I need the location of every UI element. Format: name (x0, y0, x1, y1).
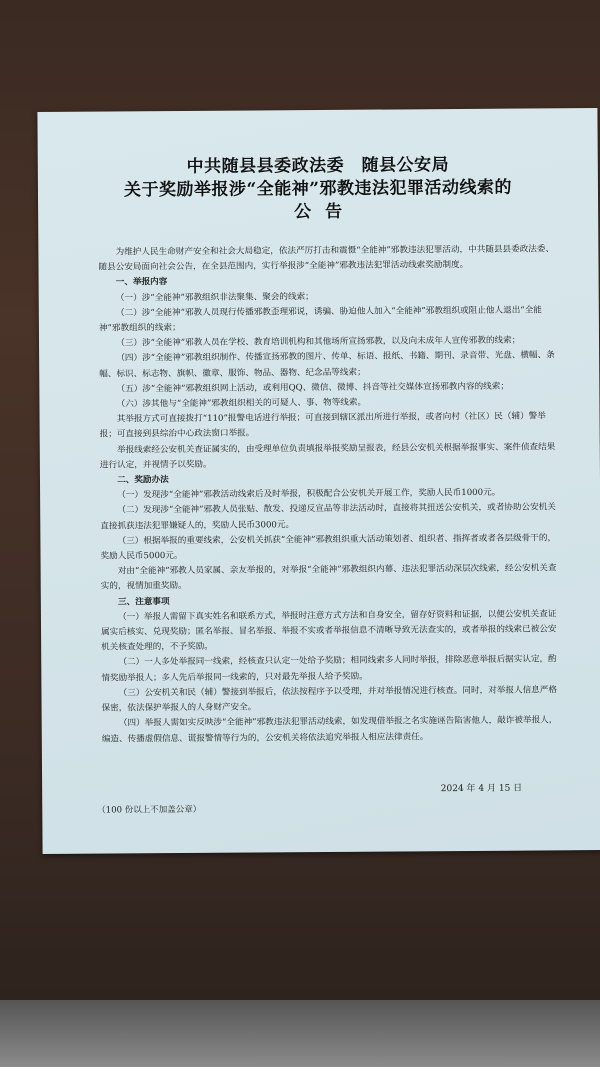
body-paragraph: 对由“全能神”邪教人员家属、亲友举报的，对举报“全能神”邪教组织内幕、违法犯罪活动深层次线索，经公安机关查实的，视情加重奖励。 (100, 563, 557, 593)
body-paragraph: （一）发现涉“全能神”邪教活动线索后及时举报，积极配合公安机关开展工作，奖励人民币1000元。 (117, 487, 501, 501)
body-paragraph: （三）公安机关和民（辅）警接到举报后，依法按程序予以受理，并对举报情况进行核查。同时，对举报人信息严格保密，依法保护举报人的人身财产安全。 (101, 685, 557, 714)
notice-paper (37, 108, 600, 854)
body-paragraph: 为维护人民生命财产安全和社会大局稳定，依法严厉打击和震慑“全能神”邪教违法犯罪活动，中共随县县委政法委、随县公安局面向社会公告，在全县范围内，实行举报涉“全能神”邪教违法犯罪活动线索奖励制度。 (98, 244, 555, 273)
body-paragraph: （四）举报人需如实反映涉“全能神”邪教违法犯罪活动线索，如发现借举报之名实施诬告陷害他人，敲诈被举报人，编造、传播虚假信息、谎报警情等行为的，公安机关将依法追究举报人相应法律责任。 (101, 715, 558, 745)
body-paragraph: （一）涉“全能神”邪教组织非法聚集、聚会的线索； (115, 291, 314, 304)
notice-date: 2024 年 4 月 15 日 (440, 783, 523, 795)
title-line-3: 公告 (294, 201, 357, 223)
body-paragraph: （六）涉其他与“全能神”邪教组织相关的可疑人、事、物等线索。 (116, 397, 367, 410)
stamp-footnote: （100 份以上不加盖公章） (97, 804, 202, 816)
section-heading: 三、注意事项 (117, 596, 170, 608)
body-paragraph: （三）涉“全能神”邪教人员在学校、教育培训机构和其他场所宣扬邪教，以及向未成年人宣传邪教的线索； (116, 335, 521, 349)
body-paragraph: 其举报方式可直接拨打“110”报警电话进行举报；可直接到辖区派出所进行举报，或者向村（社区）民（辅）警举报；可直接到县综治中心政法窗口举报。 (99, 411, 546, 440)
body-paragraph: （一）举报人需留下真实姓名和联系方式，举报时注意方式方法和自身安全，留存好资料和证据，以便公安机关查证属实后核实、兑现奖励；匿名举报、冒名举报、举报不实或者举报信息不清晰导致无法查实的，或者举报的线索已被公安机关核查处理的，不予奖励。 (101, 609, 557, 653)
body-paragraph: （二）一人多处举报同一线索，经核查只认定一处给予奖励；相同线索多人同时举报，排除恶意举报后据实认定，酌情奖励举报人；多人先后举报同一线索的，只对最先举报人给予奖励。 (101, 654, 557, 684)
section-heading: 二、奖励办法 (117, 475, 169, 486)
notice-body (98, 242, 557, 747)
section-heading: 一、举报内容 (115, 277, 168, 288)
body-paragraph: （三）根据举报的重要线索，公安机关抓获“全能神”邪教组织重大活动策划者、组织者、指挥者或者各层级骨干的，奖励人民币5000元。 (100, 533, 557, 562)
body-paragraph: （二）发现涉“全能神”邪教人员张贴、散发、投递反宣品等非法活动时，直接将其扭送公安机关，或者协助公安机关直接抓获违法犯罪嫌疑人的，奖励人民币3000元。 (100, 502, 556, 532)
title-line-1: 中共随县县委政法委 随县公安局 (186, 155, 450, 177)
body-paragraph: 举报线索经公安机关查证属实的，由受理单位负责填报举报奖励呈报表，经县公安机关根据举报事实、案件侦查结果进行认定，并视情予以奖励。 (99, 441, 556, 471)
body-paragraph: （二）涉“全能神”邪教人员现行传播邪教歪理邪说，诱骗、胁迫他人加入“全能神”邪教组织或阻止他人退出“全能神”邪教组织的线索； (98, 305, 542, 334)
title-line-2: 关于奖励举报涉“全能神”邪教违法犯罪活动线索的 (123, 177, 513, 201)
body-paragraph: （四）涉“全能神”邪教组织制作、传播宣扬邪教的图片、传单、标语、报纸、书籍、期刊、录音带、光盘、横幅、条幅、标识、标志物、旗帜、徽章、服饰、物品、器物、纪念品等线索； (99, 350, 555, 380)
floor-background (0, 1000, 600, 1067)
body-paragraph: （五）涉“全能神”邪教组织网上活动，或利用QQ、微信、微博、抖音等社交媒体宣扬邪教内容的线索； (116, 381, 509, 395)
